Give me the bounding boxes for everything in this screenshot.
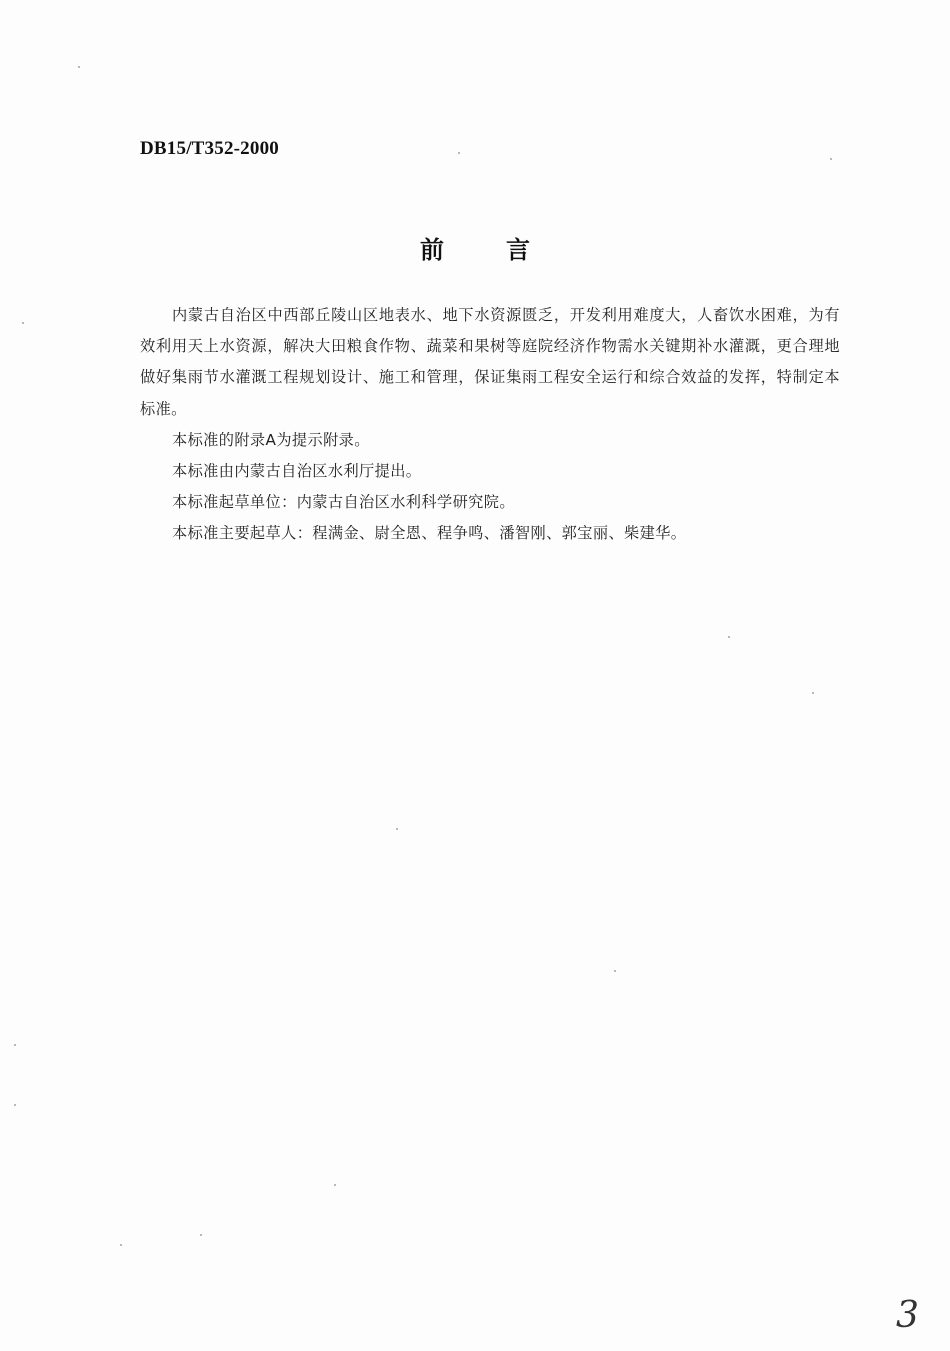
foreword-paragraph-appendix: 本标准的附录A为提示附录。 [172, 430, 370, 449]
scan-speck [334, 1184, 336, 1186]
scan-speck [78, 66, 80, 68]
scan-speck [200, 1234, 202, 1236]
scan-speck [728, 636, 730, 638]
scan-speck [14, 1104, 16, 1106]
foreword-paragraph-drafters: 本标准主要起草人：程满金、尉全恩、程争鸣、潘智刚、郭宝丽、柴建华。 [172, 524, 687, 543]
scan-speck [396, 828, 398, 830]
scan-speck [22, 322, 24, 324]
scan-speck [458, 152, 460, 154]
foreword-body [140, 300, 840, 550]
scan-speck [14, 1044, 16, 1046]
title-char-1: 前 [420, 236, 444, 264]
standard-code: DB15/T352-2000 [140, 138, 279, 159]
page-title [0, 230, 950, 265]
scan-speck [120, 1244, 122, 1246]
scan-speck [812, 692, 814, 694]
foreword-paragraph-drafting-unit: 本标准起草单位：内蒙古自治区水利科学研究院。 [172, 493, 515, 512]
scan-speck [614, 970, 616, 972]
scan-speck [830, 158, 832, 160]
foreword-paragraph-proposer: 本标准由内蒙古自治区水利厅提出。 [172, 462, 422, 481]
handwritten-page-number: 3 [896, 1295, 919, 1336]
foreword-paragraph-intro: 内蒙古自治区中西部丘陵山区地表水、地下水资源匮乏，开发利用难度大，人畜饮水困难，为有效利用天上水资源，解决大田粮食作物、蔬菜和果树等庭院经济作物需水关键期补水灌溉，更合理地做好集雨节水灌溉工程规划设计、施工和管理，保证集雨工程安全运行和综合效益的发挥，特制定本标准。 [140, 306, 840, 418]
title-char-2: 言 [506, 236, 530, 264]
